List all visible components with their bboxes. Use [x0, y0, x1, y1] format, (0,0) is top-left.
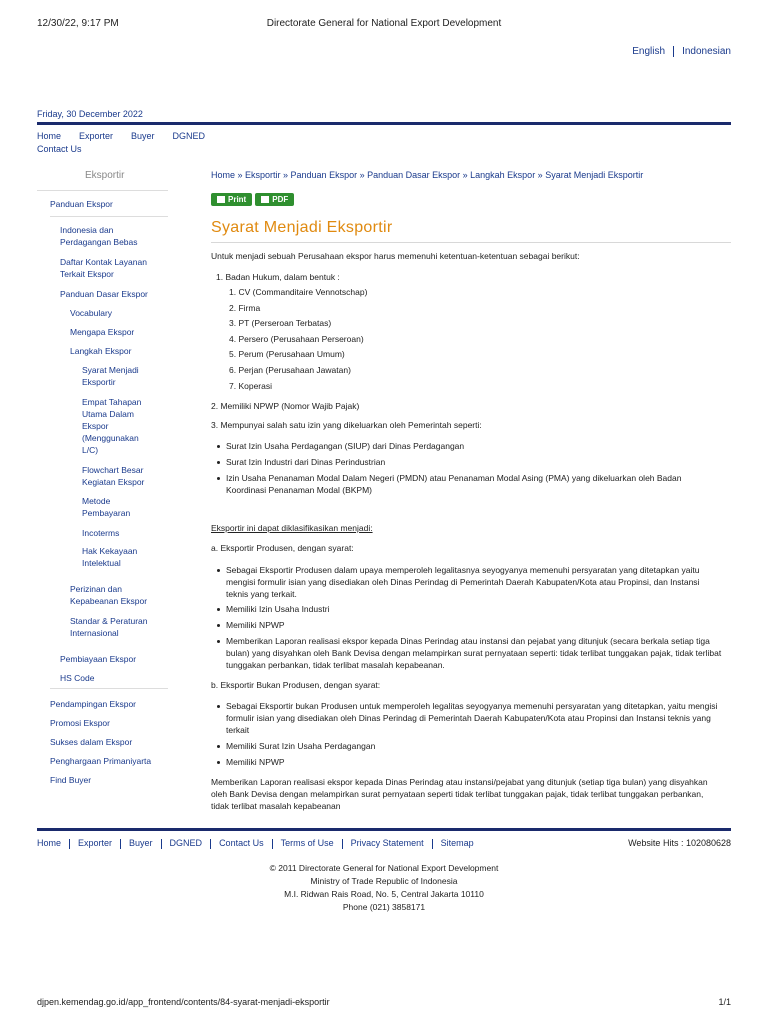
sidebar-divider — [50, 216, 168, 217]
req-3-item: Surat Izin Industri dari Dinas Perindustrian — [226, 457, 386, 467]
print-button[interactable]: Print — [211, 193, 252, 206]
copyright-line: M.I. Ridwan Rais Road, No. 5, Central Jakarta 10110 — [284, 889, 484, 899]
type-a-item-cont: bulan) yang disyahkan oleh Bank Devisa dengan melampirkan surat pernyataan seperti: tidak terlibat tunggakan pajak, tidak terlibat — [226, 648, 722, 658]
type-b-heading: b. Eksportir Bukan Produsen, dengan syarat: — [211, 680, 381, 690]
website-hits: Website Hits : 102080628 — [628, 838, 731, 848]
sidebar-item-empat-5[interactable]: L/C) — [82, 445, 99, 455]
req-1-item: 7. Koperasi — [229, 381, 272, 391]
req-3: 3. Mempunyai salah satu izin yang dikeluarkan oleh Pemerintah seperti: — [211, 420, 482, 430]
sidebar-item-langkah[interactable]: Langkah Ekspor — [70, 346, 132, 356]
copyright-line: © 2011 Directorate General for National Export Development — [269, 863, 499, 873]
type-b-item: Sebagai Eksportir bukan Produsen untuk memperoleh legalitas seyogyanya memenuhi persyaratan yang ditetapkan, yaitu mengisi — [226, 701, 718, 711]
sidebar-item-indonesia-2[interactable]: Perdagangan Bebas — [60, 237, 138, 247]
req-1: 1. Badan Hukum, dalam bentuk : — [216, 272, 340, 282]
req-1-item: 6. Perjan (Perusahaan Jawatan) — [229, 365, 351, 375]
sidebar-item-indonesia[interactable]: Indonesia dan — [60, 225, 114, 235]
type-a-item-cont: tunggakan perbankan, tidak terlibat masalah kepabeanan. — [226, 660, 445, 670]
print-title: Directorate General for National Export Development — [266, 18, 502, 29]
sidebar-item-syarat-2[interactable]: Eksportir — [82, 377, 116, 387]
page-title: Syarat Menjadi Eksportir — [211, 219, 393, 236]
sidebar-item-standar-2[interactable]: Internasional — [70, 628, 119, 638]
sidebar-item-incoterms[interactable]: Incoterms — [82, 528, 120, 538]
req-1-item: 1. CV (Commanditaire Vennotschap) — [229, 287, 368, 297]
type-b-item: Memiliki Surat Izin Usaha Perdagangan — [226, 741, 376, 751]
header-divider — [37, 122, 731, 125]
type-a-item: Memiliki Izin Usaha Industri — [226, 604, 330, 614]
req-1-item: 3. PT (Perseroan Terbatas) — [229, 318, 332, 328]
sidebar-heading: Eksportir — [85, 170, 125, 181]
sidebar-item-metode-2[interactable]: Pembayaran — [82, 508, 131, 518]
type-b-item: Memiliki NPWP — [226, 757, 285, 767]
lang-english-link[interactable]: English — [632, 46, 666, 58]
type-a-item: Memiliki NPWP — [226, 620, 285, 630]
sidebar — [37, 164, 168, 785]
req-3-item-cont: Koordinasi Penanaman Modal (BKPM) — [226, 485, 372, 495]
nav-buyer[interactable]: Buyer — [131, 131, 155, 141]
sidebar-item-flowchart[interactable]: Flowchart Besar — [82, 465, 144, 475]
copyright-line: Phone (021) 3858171 — [342, 902, 426, 912]
type-b-item-cont: terkait — [226, 725, 250, 735]
closing-text: oleh Bank Devisa dengan melampirkan surat pernyataan seperti tidak terlibat tunggakan pajak, tidak terlibat tunggakan perbankan, — [211, 789, 704, 799]
footer-dgned[interactable]: DGNED — [169, 838, 203, 848]
sidebar-item-mengapa[interactable]: Mengapa Ekspor — [70, 327, 135, 337]
req-1-item: 5. Perum (Perusahaan Umum) — [229, 349, 345, 359]
sidebar-item-syarat[interactable]: Syarat Menjadi — [82, 365, 139, 375]
pdf-button[interactable]: PDF — [255, 193, 294, 206]
sidebar-item-empat-2[interactable]: Utama Dalam — [82, 409, 134, 419]
sidebar-item-empat[interactable]: Empat Tahapan — [82, 397, 142, 407]
print-datetime: 12/30/22, 9:17 PM — [37, 18, 119, 29]
type-b-item-cont: formulir isian yang disediakan oleh Dinas Perindag di Pemerintah Daerah Kabupaten/Kota atau Propinsi dan Instansi teknis yang — [226, 713, 711, 723]
sidebar-item-hs-code[interactable]: HS Code — [60, 673, 95, 683]
sidebar-item-perizinan-2[interactable]: Kepabeanan Ekspor — [70, 596, 148, 606]
print-page-number: 1/1 — [718, 997, 731, 1007]
sidebar-item-pendampingan[interactable]: Pendampingan Ekspor — [50, 699, 137, 709]
req-3-item: Izin Usaha Penanaman Modal Dalam Negeri (PMDN) atau Penanaman Modal Asing (PMA) yang dikeluarkan oleh Badan — [226, 473, 682, 483]
nav-exporter[interactable]: Exporter — [79, 131, 114, 141]
sidebar-item-panduan-ekspor[interactable]: Panduan Ekspor — [50, 199, 113, 209]
sidebar-divider — [50, 688, 168, 689]
language-switch — [632, 46, 731, 57]
printer-icon — [217, 196, 225, 203]
breadcrumb[interactable]: Home » Eksportir » Panduan Ekspor » Panduan Dasar Ekspor » Langkah Ekspor » Syarat Menjadi Eksportir — [211, 170, 644, 180]
footer-divider — [37, 828, 731, 831]
current-date: Friday, 30 December 2022 — [37, 109, 143, 119]
req-1-item: 2. Firma — [229, 303, 261, 313]
type-a-item-cont: mengisi formulir isian yang disediakan oleh Dinas Perindag di Pemerintah Daerah Kabupaten/Kota atau Propinsi, dan Instansi — [226, 577, 700, 587]
top-nav — [37, 130, 223, 156]
sidebar-item-daftar-kontak-2[interactable]: Terkait Ekspor — [60, 269, 114, 279]
copyright-line: Ministry of Trade Republic of Indonesia — [310, 876, 458, 886]
type-a-heading: a. Eksportir Produsen, dengan syarat: — [211, 543, 354, 553]
sidebar-item-flowchart-2[interactable]: Kegiatan Ekspor — [82, 477, 145, 487]
footer-buyer[interactable]: Buyer — [129, 838, 153, 848]
req-2: 2. Memiliki NPWP (Nomor Wajib Pajak) — [211, 401, 360, 411]
sidebar-item-hak-2[interactable]: Intelektual — [82, 558, 121, 568]
sidebar-divider — [37, 190, 168, 191]
sidebar-item-metode[interactable]: Metode — [82, 496, 111, 506]
nav-dgned[interactable]: DGNED — [172, 131, 206, 141]
lang-divider — [673, 46, 674, 57]
footer-nav — [37, 838, 474, 849]
nav-home[interactable]: Home — [37, 131, 62, 141]
copyright-block — [0, 862, 768, 914]
footer-privacy[interactable]: Privacy Statement — [350, 838, 424, 848]
nav-contact[interactable]: Contact Us — [37, 144, 82, 154]
footer-exporter[interactable]: Exporter — [78, 838, 113, 848]
req-3-item: Surat Izin Usaha Perdagangan (SIUP) dari Dinas Perdagangan — [226, 441, 465, 451]
sidebar-item-promosi[interactable]: Promosi Ekspor — [50, 718, 110, 728]
intro-text: Untuk menjadi sebuah Perusahaan ekspor harus memenuhi ketentuan-ketentuan sebagai berikut: — [211, 251, 580, 261]
sidebar-item-standar[interactable]: Standar & Peraturan — [70, 616, 148, 626]
footer-sitemap[interactable]: Sitemap — [440, 838, 474, 848]
sidebar-item-panduan-dasar[interactable]: Panduan Dasar Ekspor — [60, 289, 148, 299]
type-a-item: Memberikan Laporan realisasi ekspor kepada Dinas Perindag atau instansi dan pejabat yang ditunjuk (secara berkala setiap tiga — [226, 636, 710, 646]
lang-indonesian-link[interactable]: Indonesian — [682, 46, 731, 58]
sidebar-item-pembiayaan[interactable]: Pembiayaan Ekspor — [60, 654, 137, 664]
sidebar-item-empat-3[interactable]: Ekspor — [82, 421, 109, 431]
sidebar-item-penghargaan[interactable]: Penghargaan Primaniyarta — [50, 756, 152, 766]
action-buttons — [211, 193, 297, 206]
footer-terms[interactable]: Terms of Use — [280, 838, 334, 848]
title-divider — [211, 242, 731, 243]
footer-home[interactable]: Home — [37, 838, 62, 848]
sidebar-item-vocabulary[interactable]: Vocabulary — [70, 308, 113, 318]
sidebar-item-empat-4[interactable]: (Menggunakan — [82, 433, 139, 443]
sidebar-item-perizinan[interactable]: Perizinan dan — [70, 584, 122, 594]
sidebar-item-find-buyer[interactable]: Find Buyer — [50, 775, 92, 785]
req-1-item: 4. Persero (Perusahaan Perseroan) — [229, 334, 364, 344]
sidebar-item-hak[interactable]: Hak Kekayaan — [82, 546, 138, 556]
print-url: djpen.kemendag.go.id/app_frontend/contents/84-syarat-menjadi-eksportir — [37, 997, 330, 1007]
footer-contact[interactable]: Contact Us — [219, 838, 264, 848]
classification-heading: Eksportir ini dapat diklasifikasikan menjadi: — [211, 523, 373, 533]
closing-text: Memberikan Laporan realisasi ekspor kepada Dinas Perindag atau instansi/pejabat yang ditunjuk (setiap tiga bulan) yang disyahkan — [211, 777, 708, 787]
sidebar-item-sukses[interactable]: Sukses dalam Ekspor — [50, 737, 133, 747]
sidebar-item-daftar-kontak[interactable]: Daftar Kontak Layanan — [60, 257, 147, 267]
closing-text: tidak terlibat masalah kepabeanan — [211, 801, 341, 811]
pdf-icon — [261, 196, 269, 203]
type-a-item-cont: teknis yang terkait. — [226, 589, 297, 599]
type-a-item: Sebagai Eksportir Produsen dalam upaya memperoleh legalitasnya seyogyanya memenuhi persyaratan yang ditetapkan yaitu — [226, 565, 700, 575]
